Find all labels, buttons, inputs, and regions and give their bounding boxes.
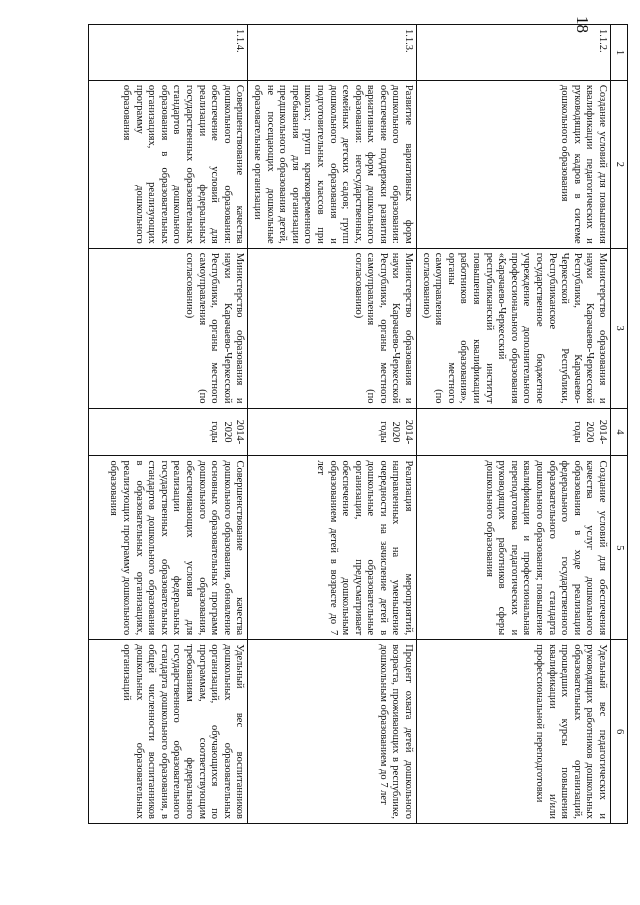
- action-cell: Развитие вариативных форм дошкольного образования: обеспечение поддержки развития вариативных форм дошкольного образования: негосударственных, семейных детских садов; групп дошкольного образования и подготовительных классов при школах; групп кратковременного пребывания для организации предшкольного образования детей, не посещающих дошкольные образовательные организации: [248, 80, 417, 248]
- action-cell: Совершенствование качества дошкольного образования: обеспечение условий для реализации федеральных государственных образовательных стандартов дошкольного образования в образовательных организациях, реализующих программу дошкольного образования: [89, 80, 248, 248]
- result-cell: Создание условий для обеспечения качества услуг дошкольного образования в ходе реализации федерального государственного образовательного стандарта дошкольного образования; повышение квалификации и профессиональная переподготовка педагогических и руководящих работников сферы дошкольного образования: [417, 456, 611, 640]
- executor-cell: Министерство образования и науки Карачаево-Черкесской Республики, органы местного самоуправления (по согласованию): [248, 248, 417, 408]
- result-cell: Реализация мероприятий, направленных на уменьшение очередности на зачисление детей в дошкольные образовательные организации, предусматривает обеспечение дошкольным образованием детей в возрасте до 7 лет: [248, 456, 417, 640]
- program-table: [88, 24, 628, 824]
- executor-cell: Министерство образования и науки Карачаево-Черкесской Республики, Карачаево-Черкесской Республики, Республиканское государственное бюджетное учреждение дополнительного профессионального образования «Карачаево-Черкесский республиканский институт повышения квалификации работников образования», органы местного самоуправления (по согласованию): [417, 248, 611, 408]
- row-number: 1.1.2.: [417, 25, 611, 81]
- column-header: 5: [611, 456, 628, 640]
- column-header: 2: [611, 80, 628, 248]
- row-number: 1.1.4.: [89, 25, 248, 81]
- column-header: 3: [611, 248, 628, 408]
- action-cell: Создание условий для повышения квалификации педагогических и руководящих кадров в системе дошкольного образования: [417, 80, 611, 248]
- header-row: [611, 25, 628, 824]
- period-cell: 2014-2020 годы: [248, 408, 417, 456]
- table-row: [248, 25, 417, 824]
- column-header: 4: [611, 408, 628, 456]
- period-cell: 2014-2020 годы: [89, 408, 248, 456]
- indicator-cell: Удельный вес педагогических и руководящих работников дошкольных образовательных организаций, прошедших курсы повышения квалификации и/или профессиональной переподготовки: [417, 640, 611, 824]
- row-number: 1.1.3.: [248, 25, 417, 81]
- page-number: 18: [573, 16, 592, 33]
- table-row: [89, 25, 248, 824]
- indicator-cell: Процент охвата детей дошкольного возраста, проживающих в республике, дошкольным образованием до 7 лет: [248, 640, 417, 824]
- indicator-cell: Удельный вес воспитанников дошкольных образовательных организаций, обучающихся по программам, соответствующим требованиям федерального государственного образовательного стандарта дошкольного образования, в общей численности воспитанников дошкольных образовательных организаций: [89, 640, 248, 824]
- executor-cell: Министерство образования и науки Карачаево-Черкесской Республики, органы местного самоуправления (по согласованию): [89, 248, 248, 408]
- table-row: [417, 25, 611, 824]
- result-cell: Совершенствование качества дошкольного образования, обновление основных образовательных программ дошкольного образования, обеспечивающих условия для реализации федеральных государственных образовательных стандартов дошкольного образования в образовательных организациях, реализующих программу дошкольного образования: [89, 456, 248, 640]
- program-table-container: [88, 24, 628, 824]
- column-header: 1: [611, 25, 628, 81]
- column-header: 6: [611, 640, 628, 824]
- period-cell: 2014-2020 годы: [417, 408, 611, 456]
